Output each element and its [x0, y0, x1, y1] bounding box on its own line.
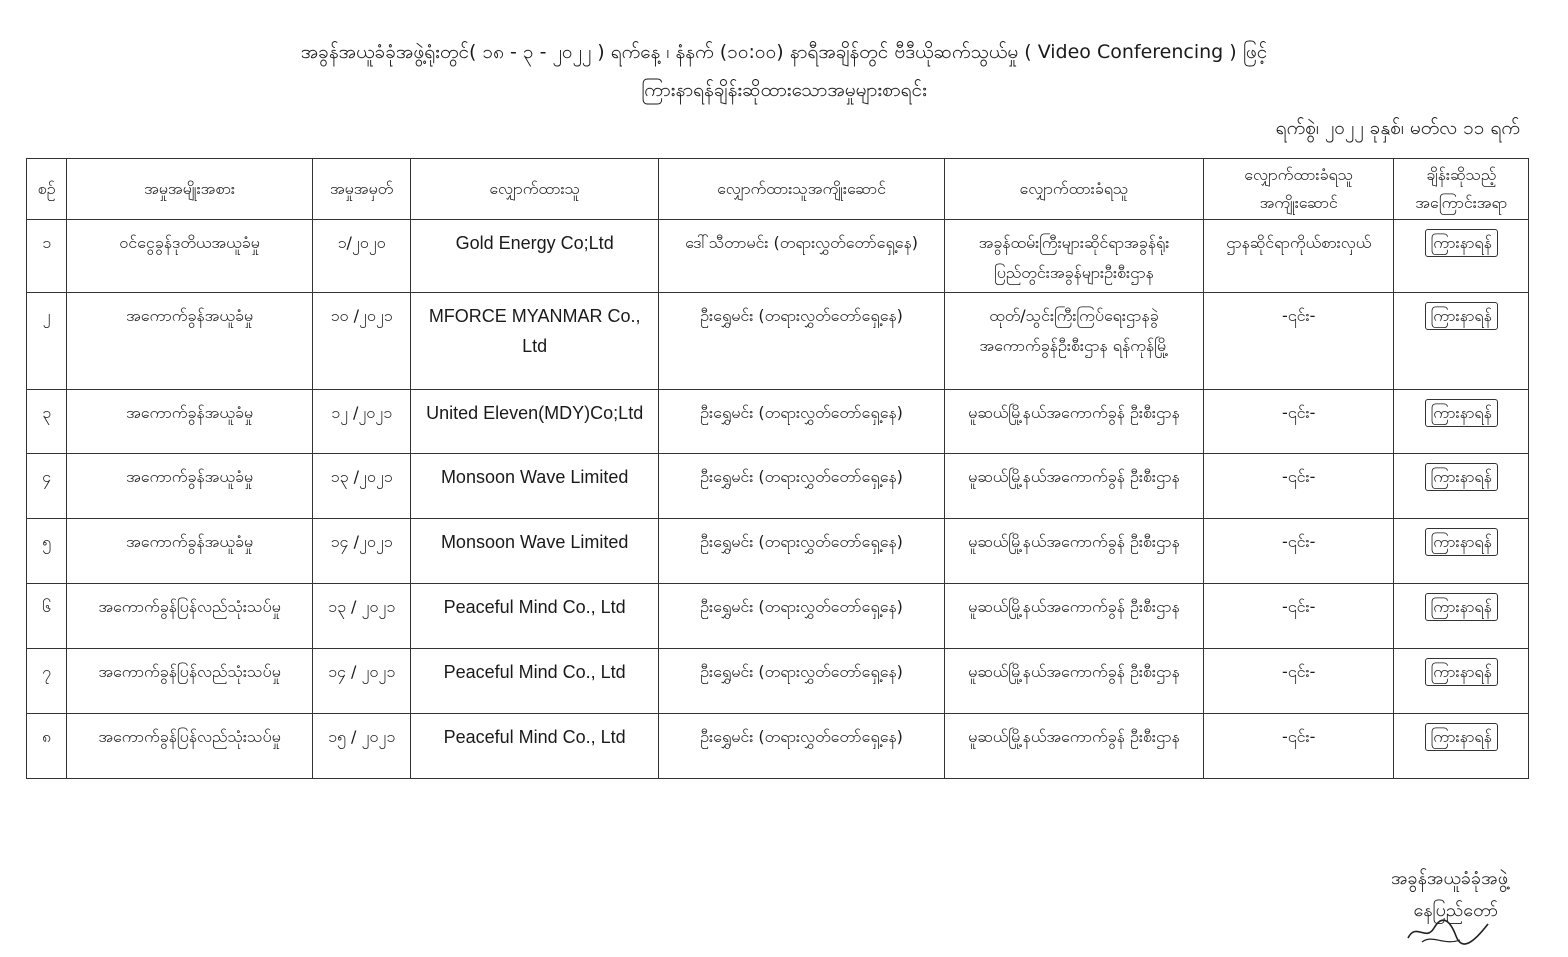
cell-case-no: ၁၃ /၂၀၂၁ — [312, 454, 410, 519]
cell-case-type: အကောက်ခွန်ပြန်လည်သုံးသပ်မှု — [67, 584, 313, 649]
cell-case-type: အကောက်ခွန်ပြန်လည်သုံးသပ်မှု — [67, 714, 313, 779]
table-row — [27, 714, 1529, 779]
cell-applicant: Peaceful Mind Co., Ltd — [411, 649, 659, 714]
cell-applicant: Monsoon Wave Limited — [411, 519, 659, 584]
cell-respondent-representative: -၎င်း- — [1203, 390, 1394, 454]
cell-no: ၄ — [27, 454, 67, 519]
cell-reason — [1394, 714, 1529, 779]
column-header-respondent: လျှောက်ထားခံရသူ — [945, 159, 1204, 220]
cell-case-no: ၁/၂၀၂၀ — [312, 220, 410, 293]
table-row — [27, 293, 1529, 390]
table-row — [27, 454, 1529, 519]
cell-reason — [1394, 519, 1529, 584]
cell-no: ၇ — [27, 649, 67, 714]
cell-applicant-representative: ဦးရွှေမင်း (တရားလွှတ်တော်ရှေ့နေ) — [659, 714, 945, 779]
table-row — [27, 519, 1529, 584]
cell-no: ၁ — [27, 220, 67, 293]
cell-reason — [1394, 454, 1529, 519]
cell-reason — [1394, 220, 1529, 293]
handwritten-signature — [1404, 912, 1494, 948]
cell-case-no: ၁၅ / ၂၀၂၁ — [312, 714, 410, 779]
cell-respondent-representative: -၎င်း- — [1203, 584, 1394, 649]
cell-applicant-representative: ဦးရွှေမင်း (တရားလွှတ်တော်ရှေ့နေ) — [659, 454, 945, 519]
cell-case-no: ၁၀ /၂၀၂၁ — [312, 293, 410, 390]
cell-applicant-representative: ဦးရွှေမင်း (တရားလွှတ်တော်ရှေ့နေ) — [659, 519, 945, 584]
cell-case-no: ၁၂ /၂၀၂၁ — [312, 390, 410, 454]
cell-applicant: Peaceful Mind Co., Ltd — [411, 584, 659, 649]
cell-case-type: အကောက်ခွန်အယူခံမှု — [67, 390, 313, 454]
cell-respondent-representative: ဌာနဆိုင်ရာကိုယ်စားလှယ် — [1203, 220, 1394, 293]
cell-applicant-representative: ဦးရွှေမင်း (တရားလွှတ်တော်ရှေ့နေ) — [659, 390, 945, 454]
reason-label: ကြားနာရန် — [1425, 723, 1498, 751]
signature-city: နေပြည်တော် — [1413, 900, 1498, 921]
cell-case-no: ၁၄ /၂၀၂၁ — [312, 519, 410, 584]
title-line-2: ကြားနာရန်ချိန်းဆိုထားသောအမှုများစာရင်း — [641, 79, 927, 101]
reason-label: ကြားနာရန် — [1425, 399, 1498, 427]
cell-respondent-representative: -၎င်း- — [1203, 454, 1394, 519]
cell-applicant-representative: ဒေါ်သီတာမင်း (တရားလွှတ်တော်ရှေ့နေ) — [659, 220, 945, 293]
cell-case-type: ဝင်ငွေခွန်ဒုတိယအယူခံမှု — [67, 220, 313, 293]
table-header-row — [27, 159, 1529, 220]
reason-label: ကြားနာရန် — [1425, 658, 1498, 686]
cell-applicant: Peaceful Mind Co., Ltd — [411, 714, 659, 779]
cell-respondent: မူဆယ်မြို့နယ်အကောက်ခွန် ဦးစီးဌာန — [945, 584, 1204, 649]
cell-no: ၆ — [27, 584, 67, 649]
column-header-case-no: အမှုအမှတ် — [312, 159, 410, 220]
cell-case-no: ၁၃ / ၂၀၂၁ — [312, 584, 410, 649]
document-date: ရက်စွဲ၊ ၂၀၂၂ ခုနှစ်၊ မတ်လ ၁၁ ရက် — [1275, 117, 1520, 139]
cell-respondent: မူဆယ်မြို့နယ်အကောက်ခွန် ဦးစီးဌာန — [945, 714, 1204, 779]
column-header-case-type: အမှုအမျိုးအစား — [67, 159, 313, 220]
cell-applicant-representative: ဦးရွှေမင်း (တရားလွှတ်တော်ရှေ့နေ) — [659, 293, 945, 390]
reason-label: ကြားနာရန် — [1425, 528, 1498, 556]
cell-case-no: ၁၄ / ၂၀၂၁ — [312, 649, 410, 714]
cell-respondent: မူဆယ်မြို့နယ်အကောက်ခွန် ဦးစီးဌာန — [945, 390, 1204, 454]
cell-respondent-representative: -၎င်း- — [1203, 714, 1394, 779]
cell-reason — [1394, 293, 1529, 390]
cell-no: ၂ — [27, 293, 67, 390]
column-header-no: စဉ် — [27, 159, 67, 220]
title-line-1: အခွန်အယူခံခုံအဖွဲ့ရုံးတွင်( ၁၈ - ၃ - ၂၀၂၂ ) ရက်နေ့ ၊ နံနက် (၁၀:၀၀) နာရီအချိန်တွင် ဗီဒီယိုဆက်သွယ်မှု ( Video Conferencing ) ဖြင့် — [300, 41, 1268, 63]
cell-no: ၅ — [27, 519, 67, 584]
cell-respondent-representative: -၎င်း- — [1203, 519, 1394, 584]
column-header-applicant-representative: လျှောက်ထားသူအကျိုးဆောင် — [659, 159, 945, 220]
cell-applicant: Monsoon Wave Limited — [411, 454, 659, 519]
table-row — [27, 649, 1529, 714]
cell-applicant: MFORCE MYANMAR Co., Ltd — [411, 293, 659, 390]
cell-applicant: United Eleven(MDY)Co;Ltd — [411, 390, 659, 454]
column-header-respondent-representative: လျှောက်ထားခံရသူ အကျိုးဆောင် — [1203, 159, 1394, 220]
cell-respondent: အခွန်ထမ်းကြီးများဆိုင်ရာအခွန်ရုံး ပြည်တွင်းအခွန်များဦးစီးဌာန — [945, 220, 1204, 293]
hearing-schedule-table — [26, 158, 1529, 779]
reason-label: ကြားနာရန် — [1425, 302, 1498, 330]
cell-respondent: မူဆယ်မြို့နယ်အကောက်ခွန် ဦးစီးဌာန — [945, 519, 1204, 584]
cell-respondent-representative: -၎င်း- — [1203, 293, 1394, 390]
cell-reason — [1394, 390, 1529, 454]
cell-no: ၈ — [27, 714, 67, 779]
table-row — [27, 220, 1529, 293]
column-header-reason: ချိန်းဆိုသည့် အကြောင်းအရာ — [1394, 159, 1529, 220]
table-row — [27, 390, 1529, 454]
reason-label: ကြားနာရန် — [1425, 593, 1498, 621]
cell-respondent: ထုတ်/သွင်းကြီးကြပ်ရေးဌာနခွဲ အကောက်ခွန်ဦးစီးဌာန ရန်ကုန်မြို့ — [945, 293, 1204, 390]
cell-case-type: အကောက်ခွန်အယူခံမှု — [67, 519, 313, 584]
signature-organization: အခွန်အယူခံခုံအဖွဲ့ — [1390, 868, 1508, 889]
reason-label: ကြားနာရန် — [1425, 463, 1498, 491]
cell-respondent-representative: -၎င်း- — [1203, 649, 1394, 714]
cell-respondent: မူဆယ်မြို့နယ်အကောက်ခွန် ဦးစီးဌာန — [945, 454, 1204, 519]
cell-applicant: Gold Energy Co;Ltd — [411, 220, 659, 293]
column-header-applicant: လျှောက်ထားသူ — [411, 159, 659, 220]
cell-case-type: အကောက်ခွန်အယူခံမှု — [67, 454, 313, 519]
cell-respondent: မူဆယ်မြို့နယ်အကောက်ခွန် ဦးစီးဌာန — [945, 649, 1204, 714]
cell-reason — [1394, 584, 1529, 649]
cell-applicant-representative: ဦးရွှေမင်း (တရားလွှတ်တော်ရှေ့နေ) — [659, 649, 945, 714]
table-row — [27, 584, 1529, 649]
cell-no: ၃ — [27, 390, 67, 454]
cell-case-type: အကောက်ခွန်အယူခံမှု — [67, 293, 313, 390]
cell-case-type: အကောက်ခွန်ပြန်လည်သုံးသပ်မှု — [67, 649, 313, 714]
cell-applicant-representative: ဦးရွှေမင်း (တရားလွှတ်တော်ရှေ့နေ) — [659, 584, 945, 649]
reason-label: ကြားနာရန် — [1425, 229, 1498, 257]
cell-reason — [1394, 649, 1529, 714]
